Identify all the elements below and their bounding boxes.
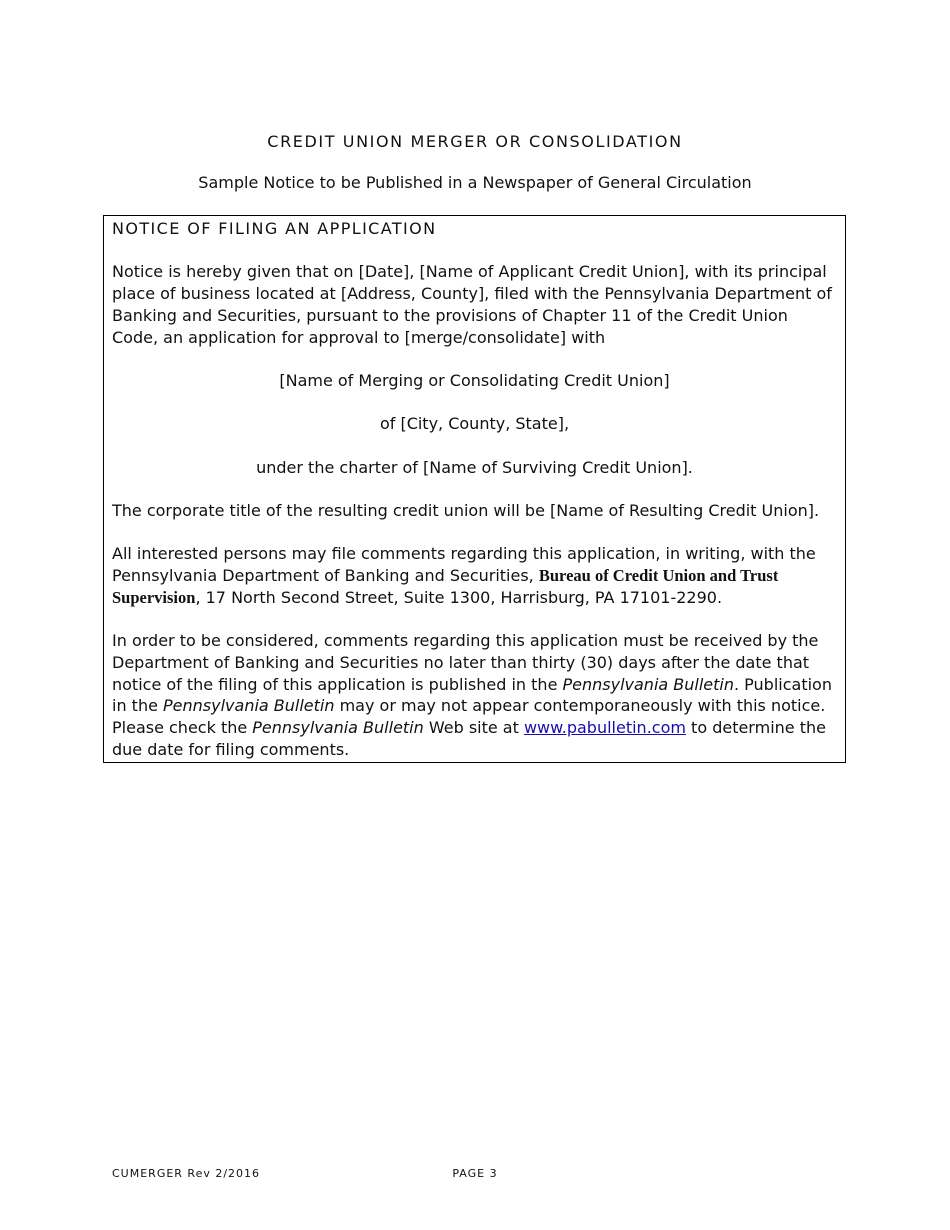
- merging-credit-union-name: [Name of Merging or Consolidating Credit Union]: [279, 370, 670, 390]
- bulletin-name-1: Pennsylvania Bulletin: [562, 674, 734, 694]
- deadline-text-1: In order to be considered, comments regarding this application must be received by the Department of Banking and Securities no later than thirty (30) days after the date that notice of the filing of this application is published in the: [112, 631, 819, 694]
- deadline-text-3: may or may not appear contemporaneously with this notice. Please check the: [112, 696, 826, 738]
- notice-box: [103, 215, 846, 763]
- bureau-name: Bureau of Credit Union and Trust Supervision: [112, 566, 779, 607]
- comments-paragraph: [112, 543, 837, 608]
- document-subtitle: Sample Notice to be Published in a Newspaper of General Circulation: [198, 173, 752, 192]
- notice-heading: NOTICE OF FILING AN APPLICATION: [112, 219, 437, 238]
- pabulletin-link[interactable]: www.pabulletin.com: [523, 718, 686, 738]
- surviving-charter: under the charter of [Name of Surviving Credit Union].: [256, 457, 693, 477]
- deadline-text-5: to determine the due date for filing comments.: [112, 718, 826, 759]
- footer-form-id: CUMERGER Rev 2/2016: [112, 1167, 261, 1180]
- deadline-paragraph: [112, 630, 837, 760]
- bureau-address: , 17 North Second Street, Suite 1300, Harrisburg, PA 17101-2290.: [195, 587, 723, 607]
- deadline-text-2: . Publication in the: [112, 674, 832, 716]
- bulletin-name-2: Pennsylvania Bulletin: [163, 696, 335, 716]
- notice-paragraph-filing: Notice is hereby given that on [Date], [Name of Applicant Credit Union], with its principal place of business located at [Address, County], filed with the Pennsylvania Department of Banking and Securities, pursuant to the provisions of Chapter 11 of the Credit Union Code, an application for approval to [merge/consolidate] with: [112, 262, 832, 347]
- comments-intro: All interested persons may file comments regarding this application, in writing, with the Pennsylvania Department of Banking and Securities,: [112, 544, 816, 586]
- corporate-title-paragraph: The corporate title of the resulting credit union will be [Name of Resulting Credit Union].: [112, 501, 820, 521]
- document-title: CREDIT UNION MERGER OR CONSOLIDATION: [267, 132, 683, 151]
- footer-page-number: PAGE 3: [452, 1167, 498, 1180]
- merging-credit-union-location: of [City, County, State],: [379, 414, 570, 434]
- deadline-text-4: Web site at: [423, 718, 524, 738]
- bulletin-name-3: Pennsylvania Bulletin: [252, 718, 424, 738]
